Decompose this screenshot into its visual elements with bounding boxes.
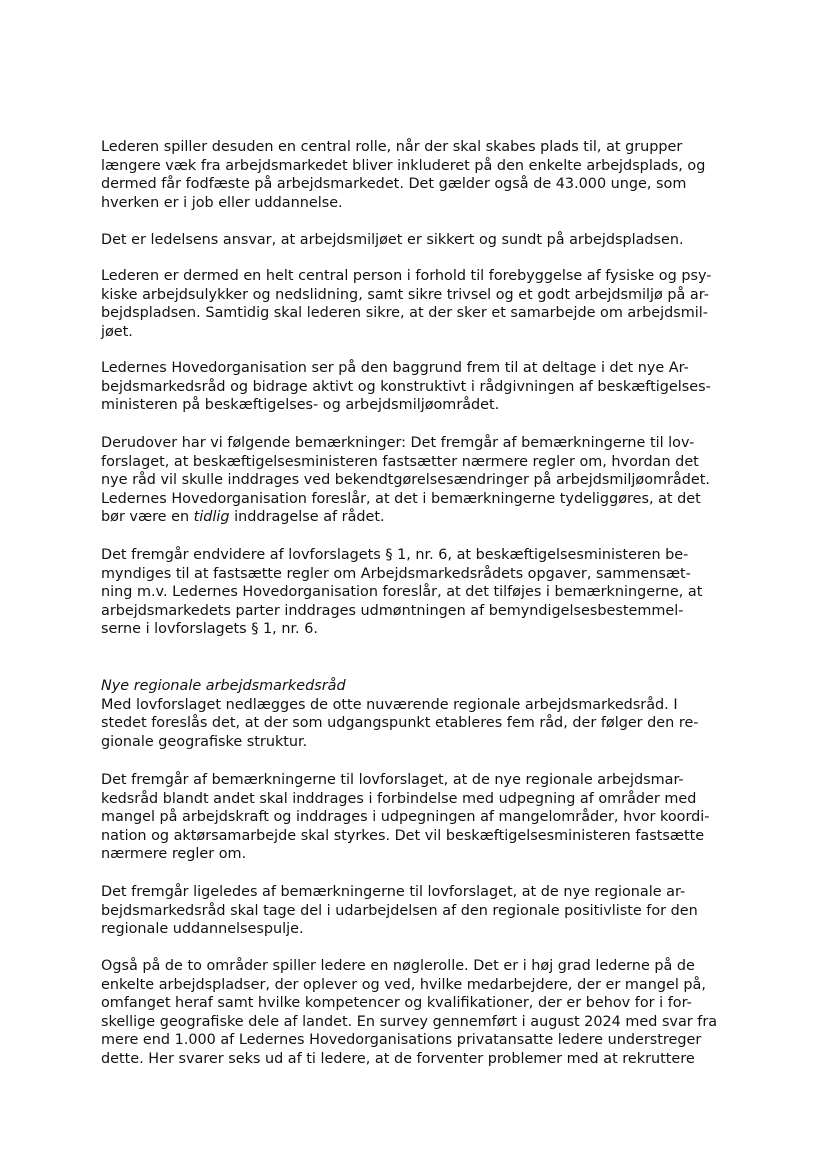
section-regional-councils <box>101 677 741 751</box>
paragraph-positive-list <box>101 883 741 939</box>
text-line: Lederen er dermed en helt central person i forhold til forebyggelse af fysiske og psy- <box>101 268 712 284</box>
paragraph-remarks <box>101 434 741 527</box>
text-line: mangel på arbejdskraft og inddrages i udpegningen af mangelområder, hvor koordi- <box>101 809 710 825</box>
text-line: Med lovforslaget nedlægges de otte nuværende regionale arbejdsmarkedsråd. I <box>101 696 678 713</box>
text-segment: inddragelse af rådet. <box>229 509 385 525</box>
text-line: Det er ledelsens ansvar, at arbejdsmiljøet er sikkert og sundt på arbejdspladsen. <box>101 232 684 248</box>
text-line: enkelte arbejdspladser, der oplever og ved, hvilke medarbejdere, der er mangel på, <box>101 976 706 993</box>
text-line: Ledernes Hovedorganisation foreslår, at det i bemærkningerne tydeliggøres, at det <box>101 490 701 507</box>
text-line: forslaget, at beskæftigelsesministeren fastsætter nærmere regler om, hvordan det <box>101 453 699 470</box>
paragraph-leader-role <box>101 138 741 212</box>
text-line: hverken er i job eller uddannelse. <box>101 194 343 211</box>
text-line: regionale uddannelsespulje. <box>101 921 304 937</box>
text-line: kiske arbejdsulykker og nedslidning, samt sikre trivsel og et godt arbejdsmiljø på ar- <box>101 286 709 303</box>
text-line: Ledernes Hovedorganisation ser på den baggrund frem til at deltage i det nye Ar- <box>101 360 689 376</box>
text-line: kedsråd blandt andet skal inddrages i forbindelse med udpegning af områder med <box>101 790 697 807</box>
text-line: Derudover har vi følgende bemærkninger: Det fremgår af bemærkningerne til lov- <box>101 435 695 451</box>
text-line: længere væk fra arbejdsmarkedet bliver inkluderet på den enkelte arbejdsplads, og <box>101 157 706 174</box>
paragraph-prevention <box>101 267 741 341</box>
text-line-with-emphasis <box>101 508 741 527</box>
emphasized-word: tidlig <box>193 509 230 525</box>
text-line: ning m.v. Ledernes Hovedorganisation foreslår, at det tilføjes i bemærkningerne, at <box>101 584 703 600</box>
paragraph-key-role <box>101 957 741 1068</box>
text-line: arbejdsmarkedets parter inddrages udmøntningen af bemyndigelsesbestemmel- <box>101 602 684 619</box>
text-line: dermed får fodfæste på arbejdsmarkedet. Det gælder også de 43.000 unge, som <box>101 176 687 192</box>
text-line: dette. Her svarer seks ud af ti ledere, at de forventer problemer med at rekruttere <box>101 1050 695 1067</box>
text-segment: bør være en <box>101 509 194 525</box>
section-heading: Nye regionale arbejdsmarkedsråd <box>101 678 346 694</box>
text-line: Det fremgår af bemærkningerne til lovforslaget, at de nye regionale arbejdsmar- <box>101 772 684 788</box>
text-line: myndiges til at fastsætte regler om Arbejdsmarkedsrådets opgaver, sammensæt- <box>101 565 691 582</box>
text-line: mere end 1.000 af Ledernes Hovedorganisations privatansatte ledere understreger <box>101 1032 702 1048</box>
text-line: omfanget heraf samt hvilke kompetencer og kvalifikationer, der er behov for i for- <box>101 995 692 1011</box>
text-line: jøet. <box>101 323 133 340</box>
text-line: Det fremgår ligeledes af bemærkningerne til lovforslaget, at de nye regionale ar- <box>101 884 686 900</box>
text-line: gionale geografiske struktur. <box>101 733 308 750</box>
paragraph-shortage-areas <box>101 771 741 864</box>
text-line: nærmere regler om. <box>101 846 247 862</box>
paragraph-labour-market-council <box>101 359 741 415</box>
paragraph-management-responsibility <box>101 231 741 250</box>
text-line: Det fremgår endvidere af lovforslagets § 1, nr. 6, at beskæftigelsesministeren be- <box>101 547 689 563</box>
text-line: nation og aktørsamarbejde skal styrkes. Det vil beskæftigelsesministeren fastsætte <box>101 827 705 844</box>
text-line: nye råd vil skulle inddrages ved bekendtgørelsesændringer på arbejdsmiljøområdet. <box>101 472 710 488</box>
text-line: bejdspladsen. Samtidig skal lederen sikre, at der sker et samarbejde om arbejdsmil- <box>101 305 708 321</box>
text-line: Også på de to områder spiller ledere en nøglerolle. Det er i høj grad lederne på de <box>101 958 695 974</box>
text-line: serne i lovforslagets § 1, nr. 6. <box>101 621 318 637</box>
text-line: bejdsmarkedsråd og bidrage aktivt og konstruktivt i rådgivningen af beskæftigelses- <box>101 378 711 395</box>
paragraph-section-1-no-6 <box>101 546 741 639</box>
text-line: skellige geografiske dele af landet. En survey gennemført i august 2024 med svar fra <box>101 1013 718 1030</box>
text-line: Lederen spiller desuden en central rolle, når der skal skabes plads til, at grupper <box>101 139 683 155</box>
text-line: stedet foreslås det, at der som udgangspunkt etableres fem råd, der følger den re- <box>101 715 699 731</box>
text-line: bejdsmarkedsråd skal tage del i udarbejdelsen af den regionale positivliste for den <box>101 902 698 919</box>
text-line: ministeren på beskæftigelses- og arbejdsmiljøområdet. <box>101 397 500 413</box>
